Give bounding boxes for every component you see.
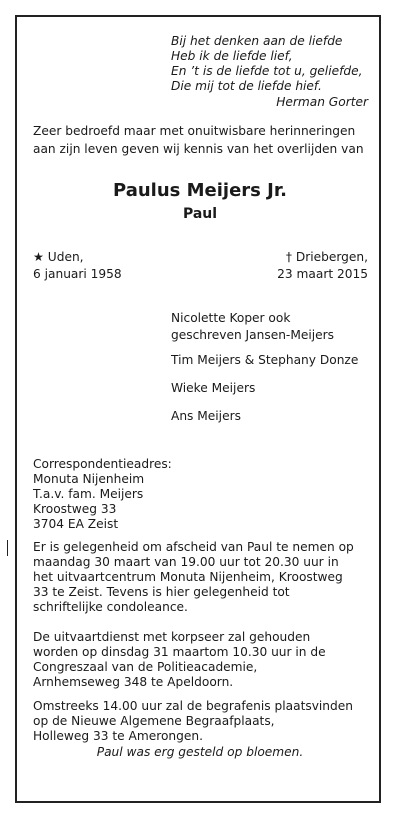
family-member-4: Ans Meijers [171,409,241,423]
family-member-1 [171,311,334,343]
intro-line: aan zijn leven geven wij kennis van het overlijden van [33,142,364,156]
family-line: Nicolette Koper ook [171,311,291,325]
closing-note: Paul was erg gesteld op bloemen. [96,745,304,759]
poem-line: Bij het denken aan de liefde [171,34,343,48]
deceased-name: Paulus Meijers Jr. [112,180,287,201]
family-line: geschreven Jansen-Meijers [171,328,334,342]
birth-place: ★ Uden, [33,250,84,264]
paragraph-line: 33 te Zeist. Tevens is hier gelegenheid tot [33,585,290,599]
death-info [277,250,368,282]
address-line: Kroostweg 33 [33,502,117,516]
poem-author: Herman Gorter [276,95,368,109]
paragraph-line: het uitvaartcentrum Monuta Nijenheim, Kroostweg [33,570,343,584]
address-line: Correspondentieadres: [33,457,172,471]
paragraph-line: worden op dinsdag 31 maartom 10.30 uur in de [33,645,326,659]
poem-line: Die mij tot de liefde hief. [171,79,322,93]
burial-paragraph [33,699,353,744]
address-line: T.a.v. fam. Meijers [33,487,144,501]
poem-line: En ’t is de liefde tot u, geliefde, [171,64,363,78]
poem-line: Heb ik de liefde lief, [171,49,293,63]
family-member-2: Tim Meijers & Stephany Donze [171,353,359,367]
paragraph-line: schriftelijke condoleance. [33,600,188,614]
paragraph-line: Er is gelegenheid om afscheid van Paul te nemen op [33,540,354,554]
intro-text [33,124,364,157]
paragraph-line: Holleweg 33 te Amerongen. [33,729,203,743]
family-member-3: Wieke Meijers [171,381,256,395]
deceased-nickname: Paul [182,206,218,222]
paragraph-line: Omstreeks 14.00 uur zal de begrafenis plaatsvinden [33,699,353,713]
death-date: 23 maart 2015 [277,267,368,281]
correspondence-address [33,457,172,532]
paragraph-line: Congreszaal van de Politieacademie, [33,660,258,674]
paragraph-line: Arnhemseweg 348 te Apeldoorn. [33,675,234,689]
visitation-paragraph [33,540,354,615]
margin-mark [7,540,8,556]
birth-date: 6 januari 1958 [33,267,122,281]
address-line: Monuta Nijenheim [33,472,145,486]
paragraph-line: De uitvaartdienst met korpseer zal gehouden [33,630,311,644]
paragraph-line: op de Nieuwe Algemene Begraafplaats, [33,714,275,728]
service-paragraph [33,630,326,690]
poem [171,34,362,94]
address-line: 3704 EA Zeist [33,517,119,531]
intro-line: Zeer bedroefd maar met onuitwisbare herinneringen [33,124,356,138]
death-place: † Driebergen, [285,250,368,264]
birth-info [33,250,122,282]
paragraph-line: maandag 30 maart van 19.00 uur tot 20.30 uur in [33,555,339,569]
